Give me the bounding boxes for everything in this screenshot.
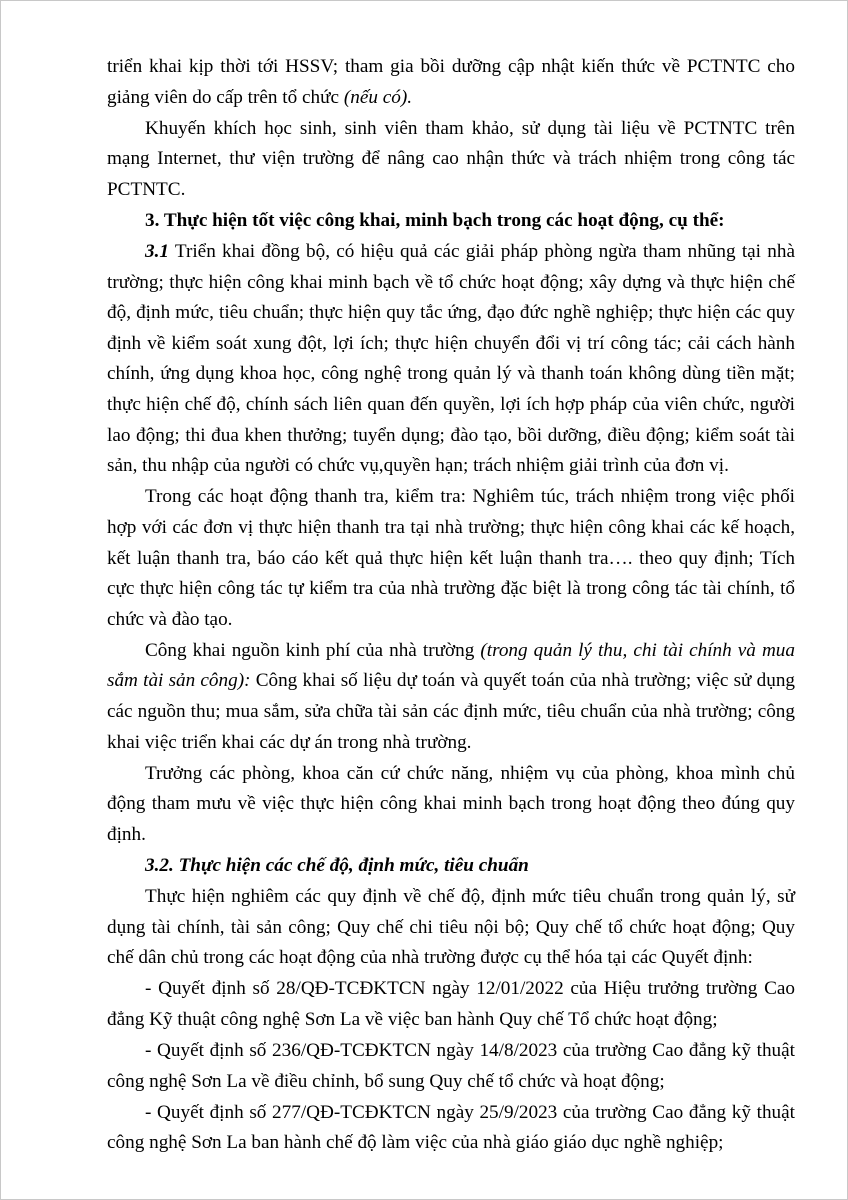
text-run: 3.1: [145, 241, 169, 263]
paragraph-thuc-hien-nghiem: [107, 882, 795, 974]
text-run: - Quyết định số 236/QĐ-TCĐKTCN ngày 14/8/2023 của trường Cao đẳng kỹ thuật công nghệ Sơn La về điều chỉnh, bổ sung Quy chế tổ chức và hoạt động;: [107, 1040, 795, 1092]
paragraph-thanh-tra: [107, 482, 795, 635]
text-run: Công khai số liệu dự toán và quyết toán của nhà trường; việc sử dụng các nguồn thu; mua sắm, sửa chữa tài sản các định mức, tiêu chuẩn của nhà trường; công khai việc triển khai các dự án trong nhà trường.: [107, 670, 796, 753]
text-run: - Quyết định số 28/QĐ-TCĐKTCN ngày 12/01/2022 của Hiệu trưởng trường Cao đẳng Kỹ thuật công nghệ Sơn La về việc ban hành Quy chế Tổ chức hoạt động;: [107, 978, 795, 1030]
text-run: (nếu có).: [343, 86, 413, 108]
text-run: Khuyến khích học sinh, sinh viên tham khảo, sử dụng tài liệu về PCTNTC trên mạng Internet, thư viện trường để nâng cao nhận thức và trách nhiệm trong công tác PCTNTC.: [107, 117, 795, 200]
paragraph-truong-phong-khoa: [107, 759, 795, 851]
text-run: Thực hiện nghiêm các quy định về chế độ, định mức tiêu chuẩn trong quản lý, sử dụng tài chính, tài sản công; Quy chế chi tiêu nội bộ; Quy chế tổ chức hoạt động; Quy chế dân chủ trong các hoạt động của nhà trường được cụ thể hóa tại các Quyết định:: [107, 886, 795, 969]
paragraph-3-1: [107, 237, 795, 482]
paragraph-khuyen-khich: [107, 114, 795, 206]
text-run: Trong các hoạt động thanh tra, kiểm tra: Nghiêm túc, trách nhiệm trong việc phối hợp với các đơn vị thực hiện thanh tra tại nhà trường; thực hiện công khai các kế hoạch, kết luận thanh tra, báo cáo kết quả thực hiện kết luận thanh tra…. theo quy định; Tích cực thực hiện công tác tự kiểm tra của nhà trường đặc biệt là trong công tác tài chính, tổ chức và đào tạo.: [107, 486, 795, 630]
list-item-quyet-dinh-236: [107, 1036, 795, 1097]
text-run: Triển khai đồng bộ, có hiệu quả các giải pháp phòng ngừa tham nhũng tại nhà trường; thực hiện công khai minh bạch về tổ chức hoạt động; xây dựng và thực hiện chế độ, định mức, tiêu chuẩn; thực hiện quy tắc ứng, đạo đức nghề nghiệp; thực hiện các quy định về kiểm soát xung đột, lợi ích; thực hiện chuyển đổi vị trí công tác; cải cách hành chính, ứng dụng khoa học, công nghệ trong quản lý và thanh toán không dùng tiền mặt; thực hiện chế độ, chính sách liên quan đến quyền, lợi ích hợp pháp của viên chức, người lao động; thi đua khen thưởng; tuyển dụng; đào tạo, bồi dưỡng, điều động; kiểm soát tài sản, thu nhập của người có chức vụ,quyền hạn; trách nhiệm giải trình của đơn vị.: [107, 241, 795, 477]
text-run: triển khai kịp thời tới HSSV; tham gia bồi dưỡng cập nhật kiến thức về PCTNTC cho giảng viên do cấp trên tổ chức: [107, 56, 795, 108]
document-body: [107, 52, 795, 1159]
text-run: (trong quản lý thu, chi tài chính và mua sắm tài sản công):: [107, 639, 795, 692]
text-run: Trưởng các phòng, khoa căn cứ chức năng, nhiệm vụ của phòng, khoa mình chủ động tham mưu về việc thực hiện công khai minh bạch trong hoạt động theo đúng quy định.: [107, 762, 795, 845]
text-run: - Quyết định số 277/QĐ-TCĐKTCN ngày 25/9/2023 của trường Cao đẳng kỹ thuật công nghệ Sơn La ban hành chế độ làm việc của nhà giáo giáo dục nghề nghiệp;: [107, 1101, 795, 1154]
text-run: 3.2. Thực hiện các chế độ, định mức, tiêu chuẩn: [145, 854, 529, 876]
heading-muc-3-2: [107, 851, 795, 882]
list-item-quyet-dinh-277: [107, 1098, 795, 1159]
text-run: Công khai nguồn kinh phí của nhà trường: [145, 639, 481, 661]
paragraph-trien-khai: [107, 52, 795, 113]
text-run: 3. Thực hiện tốt việc công khai, minh bạch trong các hoạt động, cụ thể:: [145, 209, 725, 231]
list-item-quyet-dinh-28: [107, 974, 795, 1035]
heading-muc-3: [107, 206, 795, 237]
paragraph-cong-khai-kinh-phi: [107, 636, 795, 758]
